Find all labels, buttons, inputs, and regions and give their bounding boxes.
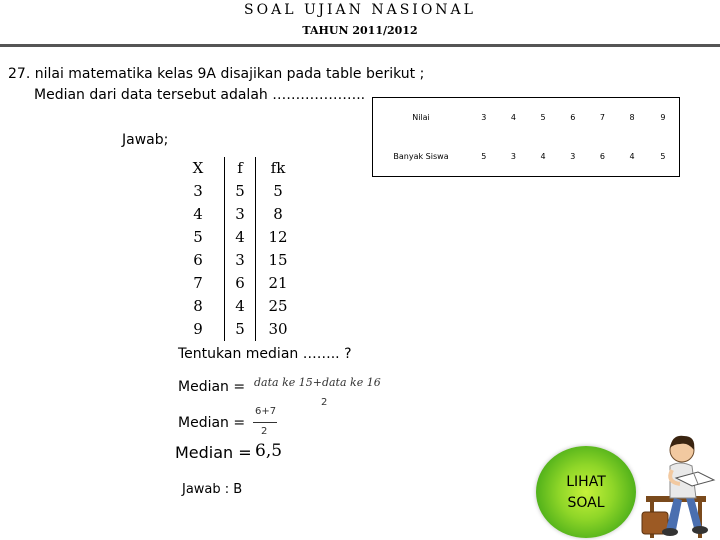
- table-cell: 25: [268, 297, 288, 315]
- table-row: [172, 203, 300, 226]
- table-cell: 12: [268, 228, 288, 246]
- table-cell: 9: [193, 320, 203, 338]
- answer-label: Jawab;: [122, 132, 169, 148]
- lihat-soal-button[interactable]: [536, 446, 636, 538]
- table-row: [373, 137, 680, 177]
- student-reading-icon: [636, 426, 720, 540]
- table-cell: 3: [510, 152, 516, 161]
- table-cell: 4: [540, 152, 546, 161]
- table-cell: 5: [225, 318, 256, 341]
- header-subtitle: TAHUN 2011/2012: [302, 24, 418, 37]
- table-row: [172, 318, 300, 341]
- table-row: [172, 226, 300, 249]
- table-cell: 30: [268, 320, 288, 338]
- column-header-fk: fk: [270, 159, 286, 177]
- table-cell: 8: [273, 205, 283, 223]
- lihat-label-line2: SOAL: [567, 495, 605, 511]
- median-formula-numerator: data ke 15+data ke 16: [254, 376, 381, 389]
- final-answer: Jawab : B: [182, 482, 243, 497]
- table-cell: 5: [660, 152, 666, 161]
- table-cell: 21: [268, 274, 288, 292]
- median-formula-denominator: 2: [321, 397, 328, 408]
- table-cell: 5: [540, 113, 546, 122]
- table-cell: 15: [268, 251, 288, 269]
- median-result-value: 6,5: [255, 441, 283, 461]
- question-text-line2: Median dari data tersebut adalah ………………..: [34, 87, 366, 103]
- row-label-nilai: Nilai: [412, 113, 430, 122]
- table-cell: 4: [225, 295, 256, 318]
- table-row: [172, 180, 300, 203]
- lihat-label-line1: LIHAT: [566, 474, 606, 490]
- table-cell: 6: [570, 113, 576, 122]
- header-divider: [0, 44, 720, 47]
- table-cell: 3: [225, 203, 256, 226]
- table-row: [172, 295, 300, 318]
- column-header-f: f: [225, 157, 256, 180]
- slide-header: [0, 0, 720, 44]
- table-cell: 3: [225, 249, 256, 272]
- table-header-row: [172, 157, 300, 180]
- table-cell: 6: [193, 251, 203, 269]
- table-cell: 5: [193, 228, 203, 246]
- header-title: SOAL UJIAN NASIONAL: [244, 2, 476, 18]
- table-cell: 3: [193, 182, 203, 200]
- table-cell: 6: [599, 152, 605, 161]
- table-cell: 8: [193, 297, 203, 315]
- median-sum-numerator: 6+7: [255, 406, 277, 417]
- table-cell: 4: [510, 113, 516, 122]
- table-row: [172, 249, 300, 272]
- table-cell: 9: [660, 113, 666, 122]
- table-cell: 6: [225, 272, 256, 295]
- column-header-x: X: [192, 159, 204, 177]
- median-label-step2: Median =: [178, 415, 246, 431]
- median-prompt: Tentukan median …….. ?: [178, 346, 352, 362]
- table-cell: 4: [193, 205, 203, 223]
- data-table: [372, 97, 680, 177]
- question-text: 27. nilai matematika kelas 9A disajikan pada table berikut ;: [8, 66, 425, 82]
- median-sum-denominator: 2: [261, 426, 268, 437]
- table-cell: 7: [599, 113, 605, 122]
- table-cell: 7: [193, 274, 203, 292]
- lihat-soal-label: [536, 472, 636, 514]
- table-row: [373, 98, 680, 138]
- table-cell: 3: [481, 113, 487, 122]
- table-cell: 8: [629, 113, 635, 122]
- table-cell: 5: [273, 182, 283, 200]
- table-cell: 5: [481, 152, 487, 161]
- median-label: Median =: [178, 379, 246, 395]
- row-label-banyak-siswa: Banyak Siswa: [393, 152, 449, 161]
- table-cell: 5: [225, 180, 256, 203]
- table-cell: 3: [570, 152, 576, 161]
- median-result-label: Median =: [175, 443, 252, 462]
- table-cell: 4: [629, 152, 635, 161]
- fraction-bar: [253, 422, 277, 423]
- frequency-table: [172, 157, 300, 341]
- table-row: [172, 272, 300, 295]
- table-cell: 4: [225, 226, 256, 249]
